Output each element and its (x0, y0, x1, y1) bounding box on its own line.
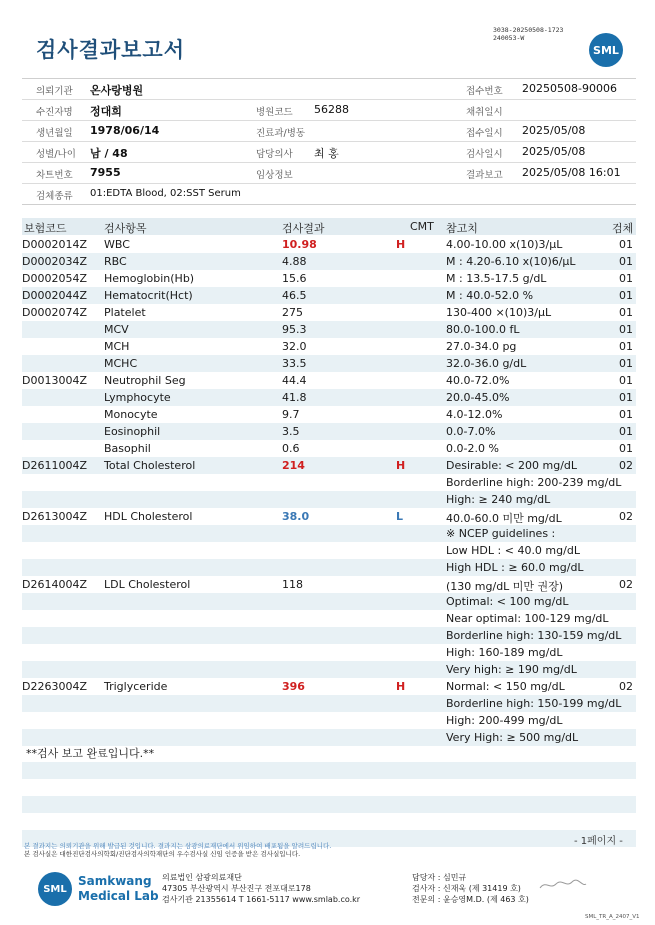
cell-reference: Low HDL : < 40.0 mg/dL (446, 544, 580, 557)
hosp-code-label: 병원코드 (256, 107, 293, 118)
footer-logo-line1: Samkwang (78, 874, 152, 888)
document-id-line1: 3038-20250508-1723 (493, 26, 564, 34)
cell-result: 41.8 (282, 391, 307, 404)
dob-label: 생년월일 (36, 128, 73, 139)
table-row (22, 729, 636, 746)
cell-specimen: 01 (619, 289, 633, 302)
table-row (22, 491, 636, 508)
header-code: 보험코드 (24, 222, 67, 235)
cell-result: 38.0 (282, 510, 310, 523)
document-id-line2: 240053-W (493, 34, 525, 42)
table-row (22, 644, 636, 661)
cell-specimen: 02 (619, 459, 633, 472)
info-row-dob (22, 120, 636, 142)
table-row (22, 542, 636, 559)
cell-reference: 40.0-60.0 미만 mg/dL (446, 512, 562, 525)
info-row-specimen (22, 183, 636, 205)
cell-result: 15.6 (282, 272, 307, 285)
table-row (22, 338, 636, 355)
patient-label: 수진자명 (36, 107, 73, 118)
cell-reference: 80.0-100.0 fL (446, 323, 520, 336)
receipt-date-value: 2025/05/08 (522, 124, 586, 137)
cell-reference: (130 mg/dL 미만 권장) (446, 580, 564, 593)
table-row (22, 695, 636, 712)
cell-test-name: MCH (104, 340, 130, 353)
cell-result: 32.0 (282, 340, 307, 353)
table-row (22, 287, 636, 304)
cell-specimen: 01 (619, 238, 633, 251)
table-row (22, 304, 636, 321)
cell-test-name: Triglyceride (104, 680, 168, 693)
table-row (22, 610, 636, 627)
receipt-no-value: 20250508-90006 (522, 82, 617, 95)
hosp-code-value: 56288 (314, 103, 349, 116)
cell-reference: 40.0-72.0% (446, 374, 510, 387)
cell-reference: High: ≥ 240 mg/dL (446, 493, 551, 506)
cell-result: 3.5 (282, 425, 300, 438)
cell-reference: 0.0-2.0 % (446, 442, 499, 455)
cell-specimen: 01 (619, 323, 633, 336)
cell-test-name: MCHC (104, 357, 138, 370)
cell-code: D0002074Z (22, 306, 87, 319)
cell-specimen: 01 (619, 425, 633, 438)
cell-reference: 4.00-10.00 x(10)3/μL (446, 238, 563, 251)
chart-label: 차트번호 (36, 170, 73, 181)
cell-code: D0013004Z (22, 374, 87, 387)
cell-result: 33.5 (282, 357, 307, 370)
info-row-sex (22, 141, 636, 163)
cell-code: D0002044Z (22, 289, 87, 302)
cell-reference: ※ NCEP guidelines : (446, 527, 556, 540)
exam-date-label: 검사일시 (466, 149, 503, 160)
header-specimen: 검체 (612, 222, 634, 235)
staff-line3: 전문의 : 윤승영M.D. (제 463 호) (412, 895, 529, 904)
org-line2: 47305 부산광역시 부산진구 전포대로178 (162, 884, 311, 893)
page-title: 검사결과보고서 (36, 38, 186, 62)
table-row (22, 661, 636, 678)
cell-reference: Near optimal: 100-129 mg/dL (446, 612, 609, 625)
institution-label: 의뢰기관 (36, 86, 73, 97)
cell-reference: Desirable: < 200 mg/dL (446, 459, 578, 472)
cell-reference: High: 160-189 mg/dL (446, 646, 563, 659)
chart-value: 7955 (90, 166, 121, 179)
cell-specimen: 01 (619, 306, 633, 319)
table-row (22, 559, 636, 576)
disclaimer (24, 842, 331, 858)
table-row (22, 457, 636, 474)
table-row (22, 270, 636, 287)
info-row-patient (22, 99, 636, 121)
blank-row (22, 796, 636, 813)
cell-result: 9.7 (282, 408, 300, 421)
cell-result: 214 (282, 459, 305, 472)
cell-flag: H (396, 680, 406, 693)
receipt-no-label: 접수번호 (466, 86, 503, 97)
table-row (22, 253, 636, 270)
dept-label: 진료과/병동 (256, 128, 306, 139)
table-row (22, 423, 636, 440)
cell-specimen: 01 (619, 255, 633, 268)
cell-specimen: 01 (619, 408, 633, 421)
cell-code: D2611004Z (22, 459, 87, 472)
cell-specimen: 02 (619, 680, 633, 693)
doctor-label: 담당의사 (256, 149, 293, 160)
header-cmt: CMT (410, 220, 434, 233)
signature-icon (538, 878, 588, 892)
cell-test-name: Hemoglobin(Hb) (104, 272, 195, 285)
results-table-header (22, 218, 636, 235)
table-row (22, 321, 636, 338)
cell-flag: H (396, 459, 406, 472)
cell-result: 44.4 (282, 374, 307, 387)
cell-test-name: Eosinophil (104, 425, 161, 438)
report-value: 2025/05/08 16:01 (522, 166, 621, 179)
cell-code: D2613004Z (22, 510, 87, 523)
cell-specimen: 01 (619, 391, 633, 404)
patient-value: 정대희 (90, 105, 122, 118)
cell-test-name: Monocyte (104, 408, 158, 421)
document-id (493, 26, 563, 42)
cell-result: 95.3 (282, 323, 307, 336)
cell-reference: Very High: ≥ 500 mg/dL (446, 731, 579, 744)
table-row (22, 372, 636, 389)
table-row (22, 406, 636, 423)
cell-test-name: LDL Cholesterol (104, 578, 191, 591)
cell-reference: 4.0-12.0% (446, 408, 503, 421)
cell-specimen: 02 (619, 578, 633, 591)
disclaimer-line1: 본 결과지는 의뢰기관을 위해 발급된 것입니다. 결과지는 삼광의료재단에서 위임하여 배포됨을 알려드립니다. (24, 842, 332, 850)
cell-test-name: Hematocrit(Hct) (104, 289, 193, 302)
cell-test-name: Basophil (104, 442, 151, 455)
cell-reference: 20.0-45.0% (446, 391, 510, 404)
cell-reference: Very high: ≥ 190 mg/dL (446, 663, 577, 676)
cell-test-name: HDL Cholesterol (104, 510, 193, 523)
cell-code: D0002034Z (22, 255, 87, 268)
exam-date-value: 2025/05/08 (522, 145, 586, 158)
form-number: SML_TR_A_2407_V1 (585, 914, 640, 920)
cell-reference: Borderline high: 200-239 mg/dL (446, 476, 622, 489)
dob-value: 1978/06/14 (90, 124, 160, 137)
cell-reference: 0.0-7.0% (446, 425, 496, 438)
cell-result: 118 (282, 578, 303, 591)
cell-reference: 130-400 ×(10)3/μL (446, 306, 552, 319)
footer-logo-line2: Medical Lab (78, 889, 159, 903)
cell-reference: M : 4.20-6.10 x(10)6/μL (446, 255, 576, 268)
cell-reference: Optimal: < 100 mg/dL (446, 595, 569, 608)
cell-specimen: 01 (619, 272, 633, 285)
completion-note: **검사 보고 완료입니다.** (26, 747, 155, 760)
cell-result: 396 (282, 680, 305, 693)
collect-label: 채취일시 (466, 107, 503, 118)
cell-specimen: 01 (619, 442, 633, 455)
cell-result: 0.6 (282, 442, 300, 455)
table-row (22, 576, 636, 593)
cell-reference: M : 40.0-52.0 % (446, 289, 534, 302)
cell-reference: High HDL : ≥ 60.0 mg/dL (446, 561, 584, 574)
cell-reference: Borderline high: 150-199 mg/dL (446, 697, 622, 710)
table-row (22, 389, 636, 406)
cell-specimen: 01 (619, 340, 633, 353)
cell-reference: Normal: < 150 mg/dL (446, 680, 565, 693)
cell-test-name: RBC (104, 255, 127, 268)
table-row (22, 712, 636, 729)
sex-age-label: 성별/나이 (36, 149, 76, 160)
header-name: 검사항목 (104, 222, 147, 235)
cell-test-name: Neutrophil Seg (104, 374, 186, 387)
info-row-institution (22, 78, 636, 100)
specimen-label: 검체종류 (36, 191, 73, 202)
cell-specimen: 01 (619, 374, 633, 387)
table-row (22, 627, 636, 644)
cell-reference: Borderline high: 130-159 mg/dL (446, 629, 622, 642)
table-row (22, 678, 636, 695)
org-info (162, 872, 360, 905)
cell-specimen: 02 (619, 510, 633, 523)
staff-info (412, 872, 529, 905)
sml-logo: SML (589, 33, 623, 67)
cell-reference: 32.0-36.0 g/dL (446, 357, 527, 370)
sex-age-value: 남 / 48 (90, 147, 128, 160)
cell-test-name: Lymphocyte (104, 391, 171, 404)
cell-code: D0002014Z (22, 238, 87, 251)
cell-reference: M : 13.5-17.5 g/dL (446, 272, 547, 285)
cell-code: D0002054Z (22, 272, 87, 285)
clinical-label: 임상정보 (256, 170, 293, 181)
header-ref: 참고치 (446, 222, 478, 235)
cell-result: 10.98 (282, 238, 317, 251)
table-row (22, 593, 636, 610)
receipt-date-label: 접수일시 (466, 128, 503, 139)
header-result: 검사결과 (282, 222, 325, 235)
footer-logo-icon: SML (38, 872, 72, 906)
cell-code: D2263004Z (22, 680, 87, 693)
blank-row (22, 762, 636, 779)
disclaimer-line2: 본 검사실은 대한진단검사의학회/진단검사의학재단의 우수검사실 신임 인증을 받은 검사실입니다. (24, 850, 301, 858)
table-row (22, 508, 636, 525)
cell-specimen: 01 (619, 357, 633, 370)
cell-result: 46.5 (282, 289, 307, 302)
cell-flag: L (396, 510, 404, 523)
staff-line2: 검사자 : 신재욱 (제 31419 호) (412, 884, 521, 893)
institution-value: 온사랑병원 (90, 84, 144, 97)
cell-reference: 27.0-34.0 pg (446, 340, 517, 353)
org-line3: 검사기관 21355614 T 1661-5117 www.smlab.co.kr (162, 895, 361, 904)
org-line1: 의료법인 삼광의료재단 (162, 873, 242, 882)
page-number: - 1페이지 - (574, 836, 623, 847)
specimen-value: 01:EDTA Blood, 02:SST Serum (90, 188, 241, 199)
table-row (22, 355, 636, 372)
staff-line1: 담당자 : 심민규 (412, 873, 467, 882)
cell-result: 275 (282, 306, 303, 319)
cell-reference: High: 200-499 mg/dL (446, 714, 563, 727)
table-row (22, 440, 636, 457)
doctor-value: 최 홍 (314, 147, 339, 160)
report-label: 결과보고 (466, 170, 503, 181)
cell-test-name: Total Cholesterol (104, 459, 196, 472)
cell-result: 4.88 (282, 255, 307, 268)
table-row (22, 525, 636, 542)
cell-flag: H (396, 238, 406, 251)
cell-test-name: WBC (104, 238, 130, 251)
cell-test-name: MCV (104, 323, 129, 336)
footer-logo-text (78, 874, 159, 904)
cell-code: D2614004Z (22, 578, 87, 591)
info-row-chart (22, 162, 636, 184)
table-row (22, 474, 636, 491)
table-row (22, 236, 636, 253)
cell-test-name: Platelet (104, 306, 146, 319)
